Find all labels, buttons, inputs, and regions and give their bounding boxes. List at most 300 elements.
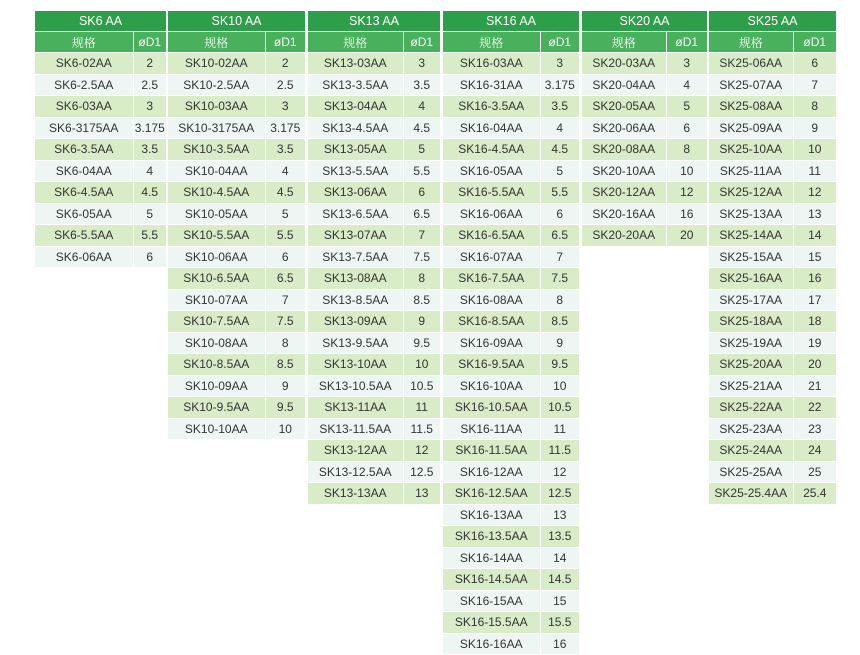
diameter-cell: 4 xyxy=(133,160,166,182)
spec-cell: SK16-16AA xyxy=(443,633,540,655)
spec-table xyxy=(582,11,707,247)
table-row xyxy=(443,440,579,462)
table-row xyxy=(443,504,579,526)
spec-cell: SK10-10AA xyxy=(168,418,265,440)
spec-cell: SK16-10.5AA xyxy=(443,397,540,419)
diameter-cell: 4.5 xyxy=(133,182,166,204)
table-row xyxy=(709,354,836,376)
diameter-cell: 5 xyxy=(540,160,579,182)
spec-cell: SK25-11AA xyxy=(709,160,793,182)
diameter-cell: 13 xyxy=(540,504,579,526)
diameter-cell: 3.5 xyxy=(133,139,166,161)
diameter-cell: 13 xyxy=(793,203,836,225)
table-row xyxy=(709,268,836,290)
diameter-cell: 10 xyxy=(793,139,836,161)
spec-cell: SK20-16AA xyxy=(582,203,666,225)
diameter-cell: 15 xyxy=(540,590,579,612)
diameter-cell: 4 xyxy=(403,96,440,118)
spec-cell: SK6-05AA xyxy=(35,203,133,225)
diameter-cell: 2 xyxy=(133,53,166,75)
diameter-cell: 6.5 xyxy=(540,225,579,247)
table-row xyxy=(308,139,440,161)
spec-table xyxy=(35,11,166,268)
spec-cell: SK13-9.5AA xyxy=(308,332,403,354)
table-row xyxy=(308,96,440,118)
table-row xyxy=(168,354,305,376)
diameter-cell: 16 xyxy=(540,633,579,655)
table-row xyxy=(582,182,707,204)
spec-cell: SK10-9.5AA xyxy=(168,397,265,419)
table-row xyxy=(35,96,166,118)
spec-cell: SK10-07AA xyxy=(168,289,265,311)
spec-cell: SK16-15AA xyxy=(443,590,540,612)
table-row xyxy=(443,526,579,548)
spec-cell: SK16-05AA xyxy=(443,160,540,182)
spec-cell: SK16-31AA xyxy=(443,74,540,96)
diameter-cell: 6 xyxy=(540,203,579,225)
diameter-cell: 12.5 xyxy=(403,461,440,483)
diameter-cell: 9 xyxy=(403,311,440,333)
column-header-diameter: øD1 xyxy=(403,32,440,53)
table-row xyxy=(443,203,579,225)
table-row xyxy=(168,53,305,75)
diameter-cell: 3 xyxy=(265,96,305,118)
table-row xyxy=(168,332,305,354)
spec-cell: SK10-06AA xyxy=(168,246,265,268)
diameter-cell: 8.5 xyxy=(540,311,579,333)
diameter-cell: 8 xyxy=(540,289,579,311)
diameter-cell: 6 xyxy=(666,117,707,139)
diameter-cell: 24 xyxy=(793,440,836,462)
table-row xyxy=(709,397,836,419)
spec-cell: SK6-2.5AA xyxy=(35,74,133,96)
spec-cell: SK10-7.5AA xyxy=(168,311,265,333)
spec-cell: SK25-21AA xyxy=(709,375,793,397)
table-row xyxy=(308,74,440,96)
diameter-cell: 16 xyxy=(793,268,836,290)
diameter-cell: 14.5 xyxy=(540,569,579,591)
table-row xyxy=(443,182,579,204)
spec-cell: SK16-08AA xyxy=(443,289,540,311)
diameter-cell: 10 xyxy=(265,418,305,440)
spec-cell: SK16-6.5AA xyxy=(443,225,540,247)
table-row xyxy=(709,74,836,96)
diameter-cell: 6 xyxy=(265,246,305,268)
diameter-cell: 6.5 xyxy=(403,203,440,225)
group-title: SK25 AA xyxy=(709,11,836,32)
table-row xyxy=(35,160,166,182)
spec-cell: SK16-12.5AA xyxy=(443,483,540,505)
diameter-cell: 9 xyxy=(265,375,305,397)
diameter-cell: 10 xyxy=(666,160,707,182)
spec-cell: SK25-15AA xyxy=(709,246,793,268)
column-header-spec: 规格 xyxy=(168,32,265,53)
spec-cell: SK10-3.5AA xyxy=(168,139,265,161)
table-group xyxy=(709,11,836,505)
table-row xyxy=(35,182,166,204)
table-row xyxy=(168,289,305,311)
spec-cell: SK25-22AA xyxy=(709,397,793,419)
table-row xyxy=(35,203,166,225)
table-row xyxy=(709,246,836,268)
table-row xyxy=(308,225,440,247)
spec-cell: SK10-04AA xyxy=(168,160,265,182)
spec-cell: SK13-12AA xyxy=(308,440,403,462)
table-row xyxy=(582,139,707,161)
table-row xyxy=(168,74,305,96)
table-row xyxy=(443,117,579,139)
diameter-cell: 21 xyxy=(793,375,836,397)
group-title: SK13 AA xyxy=(308,11,440,32)
column-header-diameter: øD1 xyxy=(540,32,579,53)
diameter-cell: 2.5 xyxy=(133,74,166,96)
table-row xyxy=(709,461,836,483)
spec-cell: SK16-11AA xyxy=(443,418,540,440)
spec-cell: SK25-23AA xyxy=(709,418,793,440)
table-row xyxy=(308,117,440,139)
table-row xyxy=(709,203,836,225)
table-row xyxy=(443,547,579,569)
diameter-cell: 2 xyxy=(265,53,305,75)
spec-cell: SK16-13.5AA xyxy=(443,526,540,548)
diameter-cell: 3 xyxy=(666,53,707,75)
table-row xyxy=(443,225,579,247)
table-row xyxy=(168,375,305,397)
spec-cell: SK10-03AA xyxy=(168,96,265,118)
table-row xyxy=(308,418,440,440)
table-row xyxy=(35,225,166,247)
spec-cell: SK25-17AA xyxy=(709,289,793,311)
table-row xyxy=(168,139,305,161)
diameter-cell: 7.5 xyxy=(540,268,579,290)
spec-cell: SK10-8.5AA xyxy=(168,354,265,376)
diameter-cell: 5.5 xyxy=(540,182,579,204)
spec-cell: SK25-07AA xyxy=(709,74,793,96)
table-row xyxy=(168,203,305,225)
diameter-cell: 5.5 xyxy=(403,160,440,182)
table-row xyxy=(35,53,166,75)
diameter-cell: 10.5 xyxy=(540,397,579,419)
group-title: SK6 AA xyxy=(35,11,166,32)
spec-cell: SK16-13AA xyxy=(443,504,540,526)
diameter-cell: 6 xyxy=(793,53,836,75)
spec-cell: SK13-3.5AA xyxy=(308,74,403,96)
spec-cell: SK16-14.5AA xyxy=(443,569,540,591)
diameter-cell: 8 xyxy=(793,96,836,118)
table-row xyxy=(443,268,579,290)
table-group xyxy=(308,11,440,505)
table-row xyxy=(709,418,836,440)
table-row xyxy=(709,289,836,311)
table-row xyxy=(168,225,305,247)
diameter-cell: 23 xyxy=(793,418,836,440)
spec-cell: SK25-09AA xyxy=(709,117,793,139)
diameter-cell: 22 xyxy=(793,397,836,419)
diameter-cell: 8.5 xyxy=(265,354,305,376)
diameter-cell: 17 xyxy=(793,289,836,311)
diameter-cell: 5 xyxy=(265,203,305,225)
spec-cell: SK10-5.5AA xyxy=(168,225,265,247)
table-row xyxy=(308,483,440,505)
table-row xyxy=(308,311,440,333)
diameter-cell: 8 xyxy=(265,332,305,354)
table-row xyxy=(443,569,579,591)
table-row xyxy=(443,53,579,75)
table-row xyxy=(709,182,836,204)
spec-cell: SK16-10AA xyxy=(443,375,540,397)
spec-cell: SK13-06AA xyxy=(308,182,403,204)
diameter-cell: 15.5 xyxy=(540,612,579,634)
column-header-spec: 规格 xyxy=(709,32,793,53)
diameter-cell: 7 xyxy=(540,246,579,268)
table-row xyxy=(308,160,440,182)
table-row xyxy=(709,225,836,247)
spec-cell: SK16-3.5AA xyxy=(443,96,540,118)
diameter-cell: 4.5 xyxy=(403,117,440,139)
table-row xyxy=(443,375,579,397)
diameter-cell: 3.5 xyxy=(403,74,440,96)
spec-cell: SK20-03AA xyxy=(582,53,666,75)
spec-cell: SK25-08AA xyxy=(709,96,793,118)
diameter-cell: 15 xyxy=(793,246,836,268)
column-header-spec: 规格 xyxy=(308,32,403,53)
spec-cell: SK13-03AA xyxy=(308,53,403,75)
diameter-cell: 10.5 xyxy=(403,375,440,397)
spec-cell: SK13-11AA xyxy=(308,397,403,419)
table-row xyxy=(35,139,166,161)
diameter-cell: 12 xyxy=(793,182,836,204)
spec-cell: SK10-3175AA xyxy=(168,117,265,139)
table-row xyxy=(582,117,707,139)
spec-cell: SK25-25AA xyxy=(709,461,793,483)
spec-cell: SK13-10.5AA xyxy=(308,375,403,397)
table-group xyxy=(582,11,707,247)
table-row xyxy=(168,397,305,419)
table-row xyxy=(443,74,579,96)
column-header-spec: 规格 xyxy=(443,32,540,53)
diameter-cell: 6 xyxy=(133,246,166,268)
spec-cell: SK25-13AA xyxy=(709,203,793,225)
table-row xyxy=(443,139,579,161)
table-row xyxy=(443,311,579,333)
spec-cell: SK25-19AA xyxy=(709,332,793,354)
spec-cell: SK25-14AA xyxy=(709,225,793,247)
spec-cell: SK20-05AA xyxy=(582,96,666,118)
table-group xyxy=(443,11,579,655)
spec-cell: SK20-12AA xyxy=(582,182,666,204)
diameter-cell: 7.5 xyxy=(403,246,440,268)
column-header-spec: 规格 xyxy=(35,32,133,53)
table-row xyxy=(443,461,579,483)
diameter-cell: 4.5 xyxy=(265,182,305,204)
spec-cell: SK16-04AA xyxy=(443,117,540,139)
spec-cell: SK13-11.5AA xyxy=(308,418,403,440)
spec-cell: SK6-4.5AA xyxy=(35,182,133,204)
table-row xyxy=(168,160,305,182)
diameter-cell: 6.5 xyxy=(265,268,305,290)
table-group xyxy=(168,11,305,440)
table-row xyxy=(443,397,579,419)
spec-table xyxy=(308,11,440,505)
table-row xyxy=(308,203,440,225)
diameter-cell: 19 xyxy=(793,332,836,354)
diameter-cell: 9 xyxy=(793,117,836,139)
diameter-cell: 25 xyxy=(793,461,836,483)
diameter-cell: 12 xyxy=(403,440,440,462)
diameter-cell: 10 xyxy=(540,375,579,397)
table-row xyxy=(168,182,305,204)
table-row xyxy=(709,96,836,118)
table-row xyxy=(709,160,836,182)
spec-cell: SK10-6.5AA xyxy=(168,268,265,290)
spec-cell: SK13-4.5AA xyxy=(308,117,403,139)
table-row xyxy=(35,246,166,268)
spec-cell: SK13-10AA xyxy=(308,354,403,376)
diameter-cell: 10 xyxy=(403,354,440,376)
table-row xyxy=(709,53,836,75)
table-row xyxy=(709,483,836,505)
spec-cell: SK16-09AA xyxy=(443,332,540,354)
table-row xyxy=(35,117,166,139)
spec-cell: SK6-02AA xyxy=(35,53,133,75)
table-row xyxy=(308,375,440,397)
spec-cell: SK6-06AA xyxy=(35,246,133,268)
table-row xyxy=(308,268,440,290)
spec-cell: SK25-24AA xyxy=(709,440,793,462)
spec-cell: SK6-5.5AA xyxy=(35,225,133,247)
spec-cell: SK20-10AA xyxy=(582,160,666,182)
diameter-cell: 11 xyxy=(540,418,579,440)
diameter-cell: 3.175 xyxy=(265,117,305,139)
table-row xyxy=(443,483,579,505)
spec-cell: SK16-15.5AA xyxy=(443,612,540,634)
spec-cell: SK13-08AA xyxy=(308,268,403,290)
table-row xyxy=(308,397,440,419)
table-row xyxy=(582,74,707,96)
diameter-cell: 5.5 xyxy=(133,225,166,247)
spec-cell: SK13-05AA xyxy=(308,139,403,161)
diameter-cell: 11 xyxy=(403,397,440,419)
table-row xyxy=(443,332,579,354)
diameter-cell: 5 xyxy=(133,203,166,225)
diameter-cell: 8.5 xyxy=(403,289,440,311)
table-row xyxy=(443,246,579,268)
table-row xyxy=(582,96,707,118)
spec-cell: SK10-05AA xyxy=(168,203,265,225)
spec-cell: SK16-9.5AA xyxy=(443,354,540,376)
spec-cell: SK16-14AA xyxy=(443,547,540,569)
spec-table xyxy=(168,11,305,440)
spec-cell: SK25-06AA xyxy=(709,53,793,75)
diameter-cell: 7 xyxy=(403,225,440,247)
diameter-cell: 3 xyxy=(133,96,166,118)
table-row xyxy=(168,96,305,118)
table-row xyxy=(709,311,836,333)
table-row xyxy=(168,246,305,268)
diameter-cell: 8 xyxy=(666,139,707,161)
spec-cell: SK20-20AA xyxy=(582,225,666,247)
diameter-cell: 9.5 xyxy=(265,397,305,419)
diameter-cell: 25.4 xyxy=(793,483,836,505)
diameter-cell: 5 xyxy=(403,139,440,161)
spec-cell: SK20-08AA xyxy=(582,139,666,161)
diameter-cell: 5.5 xyxy=(265,225,305,247)
diameter-cell: 12.5 xyxy=(540,483,579,505)
column-header-diameter: øD1 xyxy=(133,32,166,53)
table-row xyxy=(308,332,440,354)
diameter-cell: 5 xyxy=(666,96,707,118)
spec-cell: SK20-06AA xyxy=(582,117,666,139)
table-row xyxy=(168,418,305,440)
spec-cell: SK6-04AA xyxy=(35,160,133,182)
diameter-cell: 11.5 xyxy=(403,418,440,440)
spec-cell: SK16-03AA xyxy=(443,53,540,75)
diameter-cell: 3.5 xyxy=(265,139,305,161)
table-row xyxy=(443,590,579,612)
column-header-diameter: øD1 xyxy=(666,32,707,53)
spec-cell: SK13-13AA xyxy=(308,483,403,505)
spec-cell: SK25-10AA xyxy=(709,139,793,161)
table-row xyxy=(308,246,440,268)
diameter-cell: 2.5 xyxy=(265,74,305,96)
diameter-cell: 18 xyxy=(793,311,836,333)
diameter-cell: 4.5 xyxy=(540,139,579,161)
column-header-spec: 规格 xyxy=(582,32,666,53)
diameter-cell: 3 xyxy=(403,53,440,75)
table-row xyxy=(443,289,579,311)
spec-cell: SK16-7.5AA xyxy=(443,268,540,290)
spec-cell: SK25-20AA xyxy=(709,354,793,376)
spec-cell: SK10-4.5AA xyxy=(168,182,265,204)
table-row xyxy=(168,268,305,290)
spec-cell: SK25-25.4AA xyxy=(709,483,793,505)
table-row xyxy=(308,461,440,483)
diameter-cell: 3.175 xyxy=(133,117,166,139)
table-row xyxy=(582,203,707,225)
diameter-cell: 12 xyxy=(666,182,707,204)
table-row xyxy=(443,96,579,118)
table-row xyxy=(443,612,579,634)
table-row xyxy=(709,332,836,354)
table-row xyxy=(168,117,305,139)
diameter-cell: 20 xyxy=(793,354,836,376)
spec-cell: SK6-3175AA xyxy=(35,117,133,139)
spec-cell: SK16-8.5AA xyxy=(443,311,540,333)
spec-cell: SK16-4.5AA xyxy=(443,139,540,161)
table-row xyxy=(308,182,440,204)
spec-cell: SK16-06AA xyxy=(443,203,540,225)
group-title: SK20 AA xyxy=(582,11,707,32)
spec-cell: SK16-07AA xyxy=(443,246,540,268)
table-row xyxy=(308,289,440,311)
spec-cell: SK16-5.5AA xyxy=(443,182,540,204)
diameter-cell: 4 xyxy=(540,117,579,139)
column-header-diameter: øD1 xyxy=(265,32,305,53)
diameter-cell: 12 xyxy=(540,461,579,483)
diameter-cell: 11.5 xyxy=(540,440,579,462)
spec-cell: SK16-11.5AA xyxy=(443,440,540,462)
table-row xyxy=(582,160,707,182)
spec-cell: SK13-12.5AA xyxy=(308,461,403,483)
diameter-cell: 14 xyxy=(793,225,836,247)
table-row xyxy=(443,160,579,182)
table-row xyxy=(582,53,707,75)
table-row xyxy=(308,354,440,376)
diameter-cell: 7 xyxy=(793,74,836,96)
group-title: SK10 AA xyxy=(168,11,305,32)
spec-cell: SK13-6.5AA xyxy=(308,203,403,225)
spec-cell: SK10-09AA xyxy=(168,375,265,397)
